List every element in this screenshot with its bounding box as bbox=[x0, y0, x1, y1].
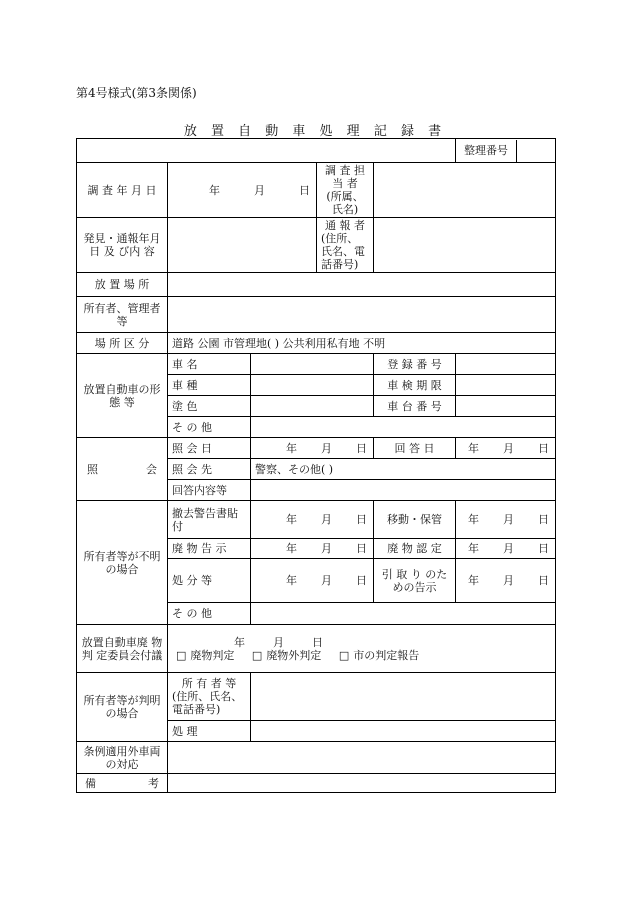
row-tekkyo bbox=[77, 501, 556, 539]
shaken-kigen-label: 車 検 期 限 bbox=[374, 375, 456, 396]
kaito-naiyo-value[interactable] bbox=[251, 480, 556, 501]
tekkyo-keikoku-label: 撤去警告書貼 付 bbox=[168, 501, 251, 539]
chosa-nengappi-label: 調 査 年 月 日 bbox=[77, 163, 168, 218]
toshoku-value[interactable] bbox=[251, 396, 374, 417]
chosa-tanto-value[interactable] bbox=[374, 163, 556, 218]
keitai-sonota-label: そ の 他 bbox=[168, 417, 251, 438]
row-biko bbox=[77, 774, 556, 793]
shoyusha-to-value[interactable] bbox=[251, 673, 556, 721]
shoyusha-kanrisha-label: 所有者、管理者等 bbox=[77, 297, 168, 333]
blank-header-cell bbox=[77, 139, 456, 163]
haibutsu-kokuji-label: 廃 物 告 示 bbox=[168, 539, 251, 559]
keitai-sonota-value[interactable] bbox=[251, 417, 556, 438]
ido-hokan-label: 移動・保管 bbox=[374, 501, 456, 539]
keitai-label: 放置自動車の形 態 等 bbox=[77, 354, 168, 438]
hanmei-label: 所有者等が判明の場合 bbox=[77, 673, 168, 742]
row-shoyusha bbox=[77, 297, 556, 333]
shadai-bango-label: 車 台 番 号 bbox=[374, 396, 456, 417]
shori-value[interactable] bbox=[251, 721, 556, 742]
shaken-kigen-value[interactable] bbox=[456, 375, 556, 396]
iinkai-options bbox=[176, 649, 551, 662]
row-basho-kubun bbox=[77, 333, 556, 354]
iinkai-label: 放置自動車廃 物 判 定委員会付議 bbox=[77, 625, 168, 673]
row-hanmei-shoyusha bbox=[77, 673, 556, 721]
haibutsu-kokuji-date[interactable]: 年 月 日 bbox=[251, 539, 374, 559]
basho-kubun-label: 場 所 区 分 bbox=[77, 333, 168, 354]
kaito-naiyo-label: 回答内容等 bbox=[168, 480, 251, 501]
shamei-label: 車 名 bbox=[168, 354, 251, 375]
haibutsu-nintei-label: 廃 物 認 定 bbox=[374, 539, 456, 559]
option-haibutsu-hantei[interactable]: □ 廃物判定 bbox=[176, 648, 235, 662]
tekkyo-date[interactable]: 年 月 日 bbox=[251, 501, 374, 539]
toroku-bango-value[interactable] bbox=[456, 354, 556, 375]
shori-label: 処 理 bbox=[168, 721, 251, 742]
shokai-bi-label: 照 会 日 bbox=[168, 438, 251, 459]
hakken-value[interactable] bbox=[168, 218, 317, 273]
shoyusha-to-label: 所 有 者 等 (住所、氏名、電話番号) bbox=[168, 673, 251, 721]
hochi-basho-value[interactable] bbox=[168, 273, 556, 297]
chosa-date-field[interactable]: 年 月 日 bbox=[168, 163, 317, 218]
seiri-bango-label: 整理番号 bbox=[456, 140, 517, 162]
chosa-tanto-label: 調 査 担 当 者 (所属、氏名) bbox=[317, 163, 374, 218]
checkbox-icon: □ bbox=[338, 648, 350, 662]
jorei-value[interactable] bbox=[168, 742, 556, 774]
tsuhosha-value[interactable] bbox=[374, 218, 556, 273]
hikitori-date[interactable]: 年 月 日 bbox=[456, 559, 556, 603]
seiri-bango-cell bbox=[456, 139, 556, 163]
hochi-basho-label: 放 置 場 所 bbox=[77, 273, 168, 297]
shashu-value[interactable] bbox=[251, 375, 374, 396]
tsuhosha-label: 通 報 者 (住所、氏名、電話番号) bbox=[317, 218, 374, 273]
iinkai-value bbox=[168, 625, 556, 673]
row-shokai-bi bbox=[77, 438, 556, 459]
biko-value[interactable] bbox=[168, 774, 556, 793]
shamei-value[interactable] bbox=[251, 354, 374, 375]
toroku-bango-label: 登 録 番 号 bbox=[374, 354, 456, 375]
fumei-label: 所有者等が不明の場合 bbox=[77, 501, 168, 625]
record-form-table bbox=[76, 138, 556, 793]
shokai-saki-label: 照 会 先 bbox=[168, 459, 251, 480]
row-hochi-basho bbox=[77, 273, 556, 297]
row-shamei bbox=[77, 354, 556, 375]
row-jorei bbox=[77, 742, 556, 774]
row-hakken bbox=[77, 218, 556, 273]
biko-label: 備 考 bbox=[77, 774, 168, 793]
toshoku-label: 塗 色 bbox=[168, 396, 251, 417]
shokai-bi-date[interactable]: 年 月 日 bbox=[251, 438, 374, 459]
shoyusha-kanrisha-value[interactable] bbox=[168, 297, 556, 333]
shadai-bango-value[interactable] bbox=[456, 396, 556, 417]
row-iinkai bbox=[77, 625, 556, 673]
ido-hokan-date[interactable]: 年 月 日 bbox=[456, 501, 556, 539]
basho-kubun-options[interactable]: 道路 公園 市管理地( ) 公共利用私有地 不明 bbox=[168, 333, 556, 354]
row-chosa bbox=[77, 163, 556, 218]
fumei-sonota-value[interactable] bbox=[251, 603, 556, 625]
shashu-label: 車 種 bbox=[168, 375, 251, 396]
shokai-label: 照 会 bbox=[77, 438, 168, 501]
shobun-label: 処 分 等 bbox=[168, 559, 251, 603]
checkbox-icon: □ bbox=[251, 648, 263, 662]
hikitori-label: 引 取 り のための告示 bbox=[374, 559, 456, 603]
kaito-bi-date[interactable]: 年 月 日 bbox=[456, 438, 556, 459]
document-title: 放 置 自 動 車 処 理 記 録 書 bbox=[183, 124, 447, 139]
kaito-bi-label: 回 答 日 bbox=[374, 438, 456, 459]
option-shi-hantei-hokoku[interactable]: □ 市の判定報告 bbox=[338, 648, 420, 662]
haibutsu-nintei-date[interactable]: 年 月 日 bbox=[456, 539, 556, 559]
row-seiri bbox=[77, 139, 556, 163]
iinkai-date[interactable]: 年 月 日 bbox=[234, 635, 323, 649]
form-number-note: 第4号様式(第3条関係) bbox=[76, 86, 197, 100]
shokai-saki-value[interactable]: 警察、その他( ) bbox=[251, 459, 556, 480]
shobun-date[interactable]: 年 月 日 bbox=[251, 559, 374, 603]
jorei-label: 条例適用外車両の対応 bbox=[77, 742, 168, 774]
fumei-sonota-label: そ の 他 bbox=[168, 603, 251, 625]
option-haibutsugai-hantei[interactable]: □ 廃物外判定 bbox=[251, 648, 322, 662]
hakken-label: 発見・通報年月 日 及 び内 容 bbox=[77, 218, 168, 273]
checkbox-icon: □ bbox=[176, 648, 187, 662]
